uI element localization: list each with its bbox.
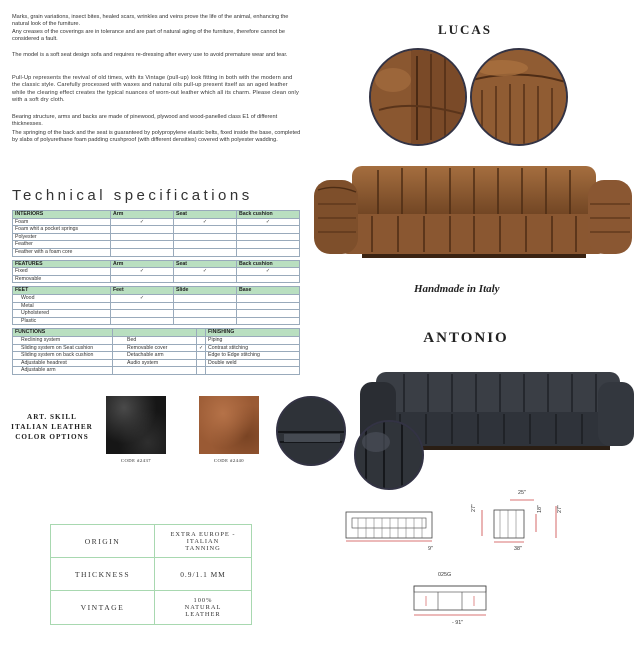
info-value-line: ITALIAN [186, 537, 220, 545]
paragraph-springing: The springing of the back and the seat is guaranteed by polypropylene elastic belts, fixed inside the base, completed by slabs of polyurethane foam padding crushproof (with different densities) covered with polyester wadding. [12, 130, 301, 144]
row-label: Reclining system [13, 336, 113, 344]
table-row [51, 558, 252, 591]
features-table [12, 260, 300, 284]
header-cell: FEET [13, 287, 111, 295]
info-label: THICKNESS [51, 558, 155, 591]
row-label: Sliding system on Seat cushion [13, 344, 113, 352]
leather-info-table [50, 524, 252, 625]
row-label: Contrast stitching [206, 344, 300, 352]
info-value-line: 100% [193, 597, 213, 604]
table-row [13, 268, 300, 276]
header-cell: INTERIORS [13, 211, 111, 219]
check-mark: ✓ [237, 268, 300, 276]
functions-table [12, 328, 300, 375]
dim-plan-code: 025G [438, 572, 452, 578]
color-title-line: ART. SKILL [27, 413, 77, 421]
dim-side-top: 25" [518, 490, 526, 496]
row-label: Plastic [13, 317, 111, 325]
paragraph-leather-marks: Marks, grain variations, insect bites, healed scars, wrinkles and veins prove the life of the animal, enhancing the natural look of the furniture. [12, 14, 289, 28]
header-cell: FUNCTIONS [13, 329, 113, 337]
swatch-code: CODE #2437 [120, 458, 152, 463]
dim-side-height-right: 27" [556, 505, 563, 513]
info-value [155, 558, 252, 591]
row-label: Feather with a foam core [13, 248, 111, 256]
header-cell: Feet [111, 287, 174, 295]
header-cell: FINISHING [206, 329, 300, 337]
info-value-line: TANNING [185, 544, 221, 552]
leather-detail-image [472, 50, 566, 144]
row-label: Removable [13, 275, 111, 283]
side-view-drawing [478, 496, 574, 544]
dim-side-depth: 38" [514, 546, 522, 552]
antonio-title: ANTONIO [423, 330, 509, 346]
row-label: Sliding system on back cushion [13, 352, 113, 360]
tech-specs-title: Technical specifications [12, 187, 253, 204]
check-mark: ✓ [237, 218, 300, 226]
dim-side-seat: 18" [536, 505, 543, 513]
table-row [51, 591, 252, 625]
info-label: VINTAGE [51, 591, 155, 625]
info-value-line: 0.9/1.1 MM [180, 569, 226, 579]
table-row [13, 336, 300, 344]
row-label: Feather [13, 241, 111, 249]
antonio-detail-right [354, 420, 424, 490]
table-row [13, 310, 300, 318]
row-label: Adjustable headrest [13, 359, 113, 367]
lucas-title: LUCAS [437, 22, 493, 37]
color-title-line: COLOR OPTIONS [15, 433, 89, 441]
check-mark: ✓ [174, 268, 237, 276]
leather-detail-image [278, 398, 344, 464]
swatch-cognac [199, 396, 259, 454]
row-label: Edge to Edge stitching [206, 352, 300, 360]
row-label: Polyester [13, 233, 111, 241]
table-row [13, 241, 300, 249]
row-label: Upholstered [13, 310, 111, 318]
check-mark: ✓ [111, 294, 174, 302]
row-label: Fixed [13, 268, 111, 276]
spec-tables [12, 210, 300, 375]
table-row [13, 359, 300, 367]
lucas-sofa-image [312, 160, 634, 260]
check-mark [197, 352, 206, 360]
paragraph-structure: Bearing structure, arms and backs are made of pinewood, plywood and wood-panelled class E1 of different thicknesses. [12, 114, 278, 128]
paragraph-pull-up: Pull-Up represents the revival of old times, with its Vintage (pull-up) look fitting in both with the modern and the classic style. Carefully processed with waxes and natural oils pull-up present itself as an aged leather while the clearing effect creates the typical nuances of worn-out leather which all its charm. Please clean only with a soft dry cloth. [12, 75, 299, 104]
swatch-black [106, 396, 166, 454]
table-row [13, 226, 300, 234]
table-row [13, 367, 300, 375]
plan-view-drawing [412, 582, 488, 618]
row-label: Wood [13, 294, 111, 302]
paragraph-creases: Any creases of the coverings are in tolerance and are part of natural aging of the furniture, therefore cannot be considered a fault. [12, 29, 286, 43]
info-value [155, 591, 252, 625]
table-row [13, 344, 300, 352]
header-cell: Arm [111, 211, 174, 219]
check-mark [197, 359, 206, 367]
row-label: Foam whit a pocket springs [13, 226, 111, 234]
swatch-code: CODE #2440 [213, 458, 245, 463]
row-label: Foam [13, 218, 111, 226]
lucas-detail-left [369, 48, 467, 146]
header-cell: Back cushion [237, 260, 300, 268]
row-label: Bed [113, 336, 197, 344]
dim-front-width: 9" [428, 546, 433, 552]
header-cell: Base [237, 287, 300, 295]
info-label: ORIGIN [51, 525, 155, 558]
check-mark: ✓ [174, 218, 237, 226]
header-cell: Back cushion [237, 211, 300, 219]
check-mark: ✓ [111, 268, 174, 276]
row-label: Adjustable arm [13, 367, 113, 375]
row-label: Detachable arm [113, 352, 197, 360]
row-label: Audio system [113, 359, 197, 367]
feet-table [12, 286, 300, 325]
leather-detail-image [356, 422, 422, 488]
header-cell: Slide [174, 287, 237, 295]
handmade-label: Handmade in Italy [414, 283, 500, 295]
antonio-detail-left [276, 396, 346, 466]
check-mark: ✓ [111, 218, 174, 226]
header-cell: Arm [111, 260, 174, 268]
color-title-line: ITALIAN LEATHER [11, 423, 93, 431]
row-label: Piping [206, 336, 300, 344]
header-cell: FEATURES [13, 260, 111, 268]
front-view-drawing [344, 508, 436, 542]
table-row [13, 248, 300, 256]
row-label: Double weld [206, 359, 300, 367]
table-row [13, 294, 300, 302]
row-label: Removable cover [113, 344, 197, 352]
leather-detail-image [371, 50, 465, 144]
info-value-line: NATURAL [184, 604, 222, 611]
table-row [51, 525, 252, 558]
lucas-detail-right [470, 48, 568, 146]
row-label: Metal [13, 302, 111, 310]
paragraph-soft-seat: The model is a soft seat design sofa and requires re-dressing after every use to avoid premature wear and tear. [12, 52, 288, 58]
table-row [13, 218, 300, 226]
table-row [13, 233, 300, 241]
table-row [13, 275, 300, 283]
dim-side-height: 27" [470, 504, 477, 512]
check-mark [197, 336, 206, 344]
table-row [13, 317, 300, 325]
dim-plan-width: - 91" [452, 620, 464, 626]
table-row [13, 302, 300, 310]
info-value-line: EXTRA EUROPE - [170, 530, 236, 538]
info-value [155, 525, 252, 558]
header-cell: Seat [174, 260, 237, 268]
table-row [13, 352, 300, 360]
info-value-line: LEATHER [185, 611, 221, 618]
check-mark: ✓ [197, 344, 206, 352]
color-options-title [4, 412, 100, 442]
interiors-table [12, 210, 300, 257]
header-cell: Seat [174, 211, 237, 219]
